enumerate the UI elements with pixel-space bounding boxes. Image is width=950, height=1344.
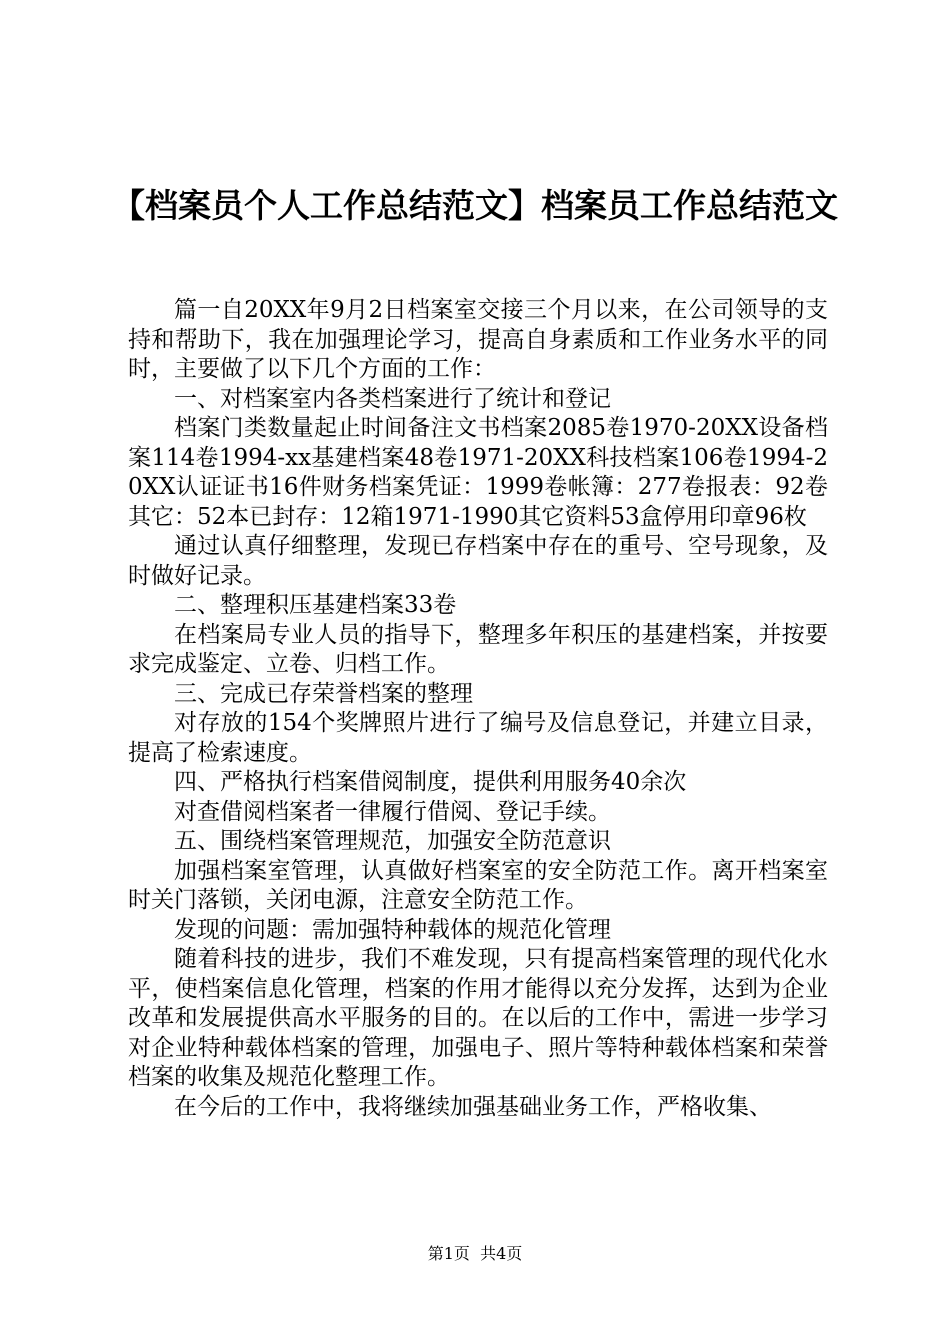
- paragraph-archive-stats: 档案门类数量起止时间备注文书档案2085卷1970-20XX设备档案114卷1994-xx基建档案48卷1971-20XX科技档案106卷1994-20XX认证证书16件财务档案凭证：1999卷帐簿：277卷报表：92卷其它：52本已封存：12箱1971-1990其它资料53盒停用印章96枚: [128, 415, 828, 530]
- document-body: [128, 296, 828, 1122]
- paragraph: 随着科技的进步，我们不难发现，只有提高档案管理的现代化水平，使档案信息化管理，档案的作用才能得以充分发挥，达到为企业改革和发展提供高水平服务的目的。在以后的工作中，需进一步学习对企业特种载体档案的管理，加强电子、照片等特种载体档案和荣誉档案的收集及规范化整理工作。: [128, 946, 828, 1090]
- heading-section-3: 三、完成已存荣誉档案的整理: [174, 680, 473, 707]
- paragraph: 对查借阅档案者一律履行借阅、登记手续。: [174, 798, 611, 825]
- paragraph: 在档案局专业人员的指导下，整理多年积压的基建档案，并按要求完成鉴定、立卷、归档工作。: [128, 621, 828, 677]
- paragraph: 加强档案室管理，认真做好档案室的安全防范工作。离开档案室时关门落锁，关闭电源，注意安全防范工作。: [128, 857, 828, 913]
- heading-section-5: 五、围绕档案管理规范，加强安全防范意识: [174, 828, 611, 854]
- document-title: 【档案员个人工作总结范文】档案员工作总结范文: [112, 186, 838, 225]
- paragraph: 通过认真仔细整理，发现已存档案中存在的重号、空号现象，及时做好记录。: [128, 533, 828, 589]
- page-footer: [0, 1244, 950, 1264]
- heading-section-2: 二、整理积压基建档案33卷: [174, 592, 457, 618]
- heading-section-4: 四、严格执行档案借阅制度，提供利用服务40余次: [174, 769, 687, 795]
- paragraph: 在今后的工作中，我将继续加强基础业务工作，严格收集、: [174, 1093, 772, 1120]
- heading-problems: 发现的问题：需加强特种载体的规范化管理: [174, 916, 611, 943]
- page-number: 第1页: [427, 1244, 470, 1263]
- paragraph-intro: 篇一自20XX年9月2日档案室交接三个月以来，在公司领导的支持和帮助下，我在加强理论学习，提高自身素质和工作业务水平的同时，主要做了以下几个方面的工作：: [128, 297, 828, 382]
- page-total: 共4页: [480, 1244, 523, 1263]
- paragraph: 对存放的154个奖牌照片进行了编号及信息登记，并建立目录，提高了检索速度。: [128, 710, 828, 766]
- heading-section-1: 一、对档案室内各类档案进行了统计和登记: [174, 385, 611, 412]
